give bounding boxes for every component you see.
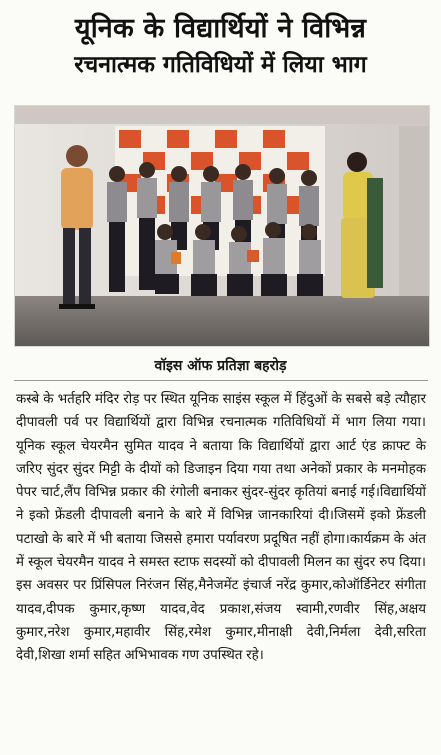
divider [14,380,428,381]
group-photo [14,105,430,347]
byline: वॉइस ऑफ प्रतिज्ञा बहरोड़ [154,358,287,374]
group-photo-image [15,106,429,346]
headline-line-2: रचनात्मक गतिविधियों में लिया भाग [74,52,367,78]
article-body: कस्बे के भर्तहरि मंदिर रोड़ पर स्थित यूनिक साइंस स्कूल में हिंदुओं के सबसे बड़े त्यौहार दीपावली पर्व पर विद्यार्थियों द्वारा विभिन्न रचनात्मक गतिविधियों में भाग लिया गया।यूनिक स्कूल चेयरमैन सुमित यादव ने बताया कि विद्यार्थियों द्वारा आर्ट एंड क्राफ्ट के जरिए सुंदर सुंदर मिट्टी के दीयों को डिजाइन दिया गया तथा अनेकों प्रकार के मनमोहक पेपर चार्ट,लैंप विभिन्न प्रकार की रंगोली बनाकर सुंदर-सुंदर कृतियां बनाई गई।विद्यार्थियों ने इको फ्रेंडली दीपावली बनाने के बारे में विभिन्न जानकारियां दी।जिसमें इको फ्रेंडली पटाखो के बारे में भी बताया जिससे हमारा पर्यावरण प्रदूषित नहीं होगा।कार्यक्रम के अंत में स्कूल चेयरमैन यादव ने समस्त स्टाफ सदस्यों को दीपावली मिलन का सुंदर रुप दिया।इस अवसर पर प्रिंसिपल निरंजन सिंह,मैनेजमेंट इंचार्ज नरेंद्र कुमार,कोऑर्डिनेटर संगीता यादव,दीपक कुमार,कृष्ण यादव,वेद प्रकाश,संजय स्वामी,रणवीर सिंह,अक्षय कुमार,नरेश कुमार,महावीर सिंह,रमेश कुमार,मीनाक्षी देवी,निर्मला देवी,सरिता देवी,शिखा शर्मा सहित अभिभावक गण उपस्थित रहे। [16,392,426,664]
headline-line-1: यूनिक के विद्यार्थियों ने विभिन्न [74,13,367,44]
headline [0,0,441,82]
